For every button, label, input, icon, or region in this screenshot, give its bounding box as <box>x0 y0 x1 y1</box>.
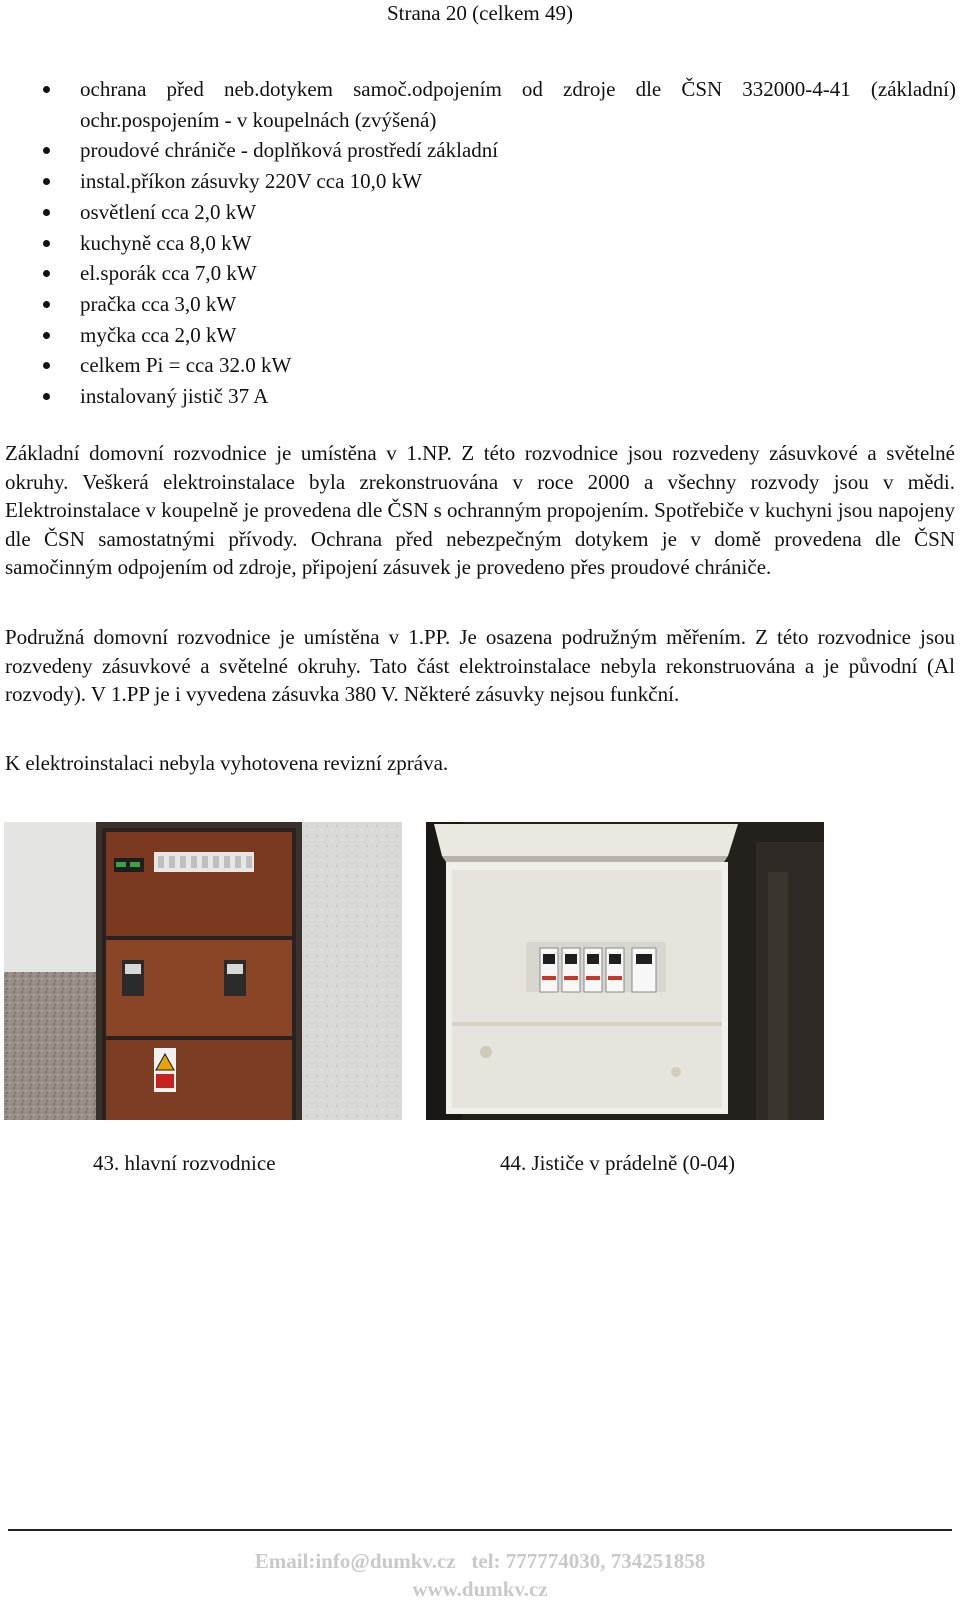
paragraph-revision: K elektroinstalaci nebyla vyhotovena revizní zpráva. <box>5 751 449 775</box>
list-item: ochrana před neb.dotykem samoč.odpojením od zdroje dle ČSN 332000-4-41 (základní) ochr.pospojením - v koupelnách (zvýšená) <box>0 74 960 135</box>
caption-photo-1: 43. hlavní rozvodnice <box>93 1151 276 1175</box>
list-item: celkem Pi = cca 32.0 kW <box>0 350 960 381</box>
list-item: pračka cca 3,0 kW <box>0 289 960 320</box>
photo-laundry-breakers <box>426 822 824 1120</box>
footer-website: www.dumkv.cz <box>412 1577 548 1601</box>
list-item: el.sporák cca 7,0 kW <box>0 258 960 289</box>
caption-photo-2: 44. Jističe v prádelně (0-04) <box>500 1151 736 1175</box>
list-item: instalovaný jistič 37 A <box>0 381 960 412</box>
list-item: kuchyně cca 8,0 kW <box>0 228 960 259</box>
list-item: myčka cca 2,0 kW <box>0 320 960 351</box>
list-item: osvětlení cca 2,0 kW <box>0 197 960 228</box>
footer-contact: Email:info@dumkv.cz tel: 777774030, 734251858 <box>254 1549 706 1573</box>
footer <box>0 1547 960 1603</box>
bullet-list <box>0 74 960 412</box>
list-item: instal.příkon zásuvky 220V cca 10,0 kW <box>0 166 960 197</box>
list-item: proudové chrániče - doplňková prostředí základní <box>0 135 960 166</box>
footer-divider <box>8 1529 952 1531</box>
paragraph-main-distribution: Základní domovní rozvodnice je umístěna v 1.NP. Z této rozvodnice jsou rozvedeny zásuvkové a světelné okruhy. Veškerá elektroinstalace byla zrekonstruována v roce 2000 a všechny rozvody jsou v mědi. Elektroinstalace v koupelně je provedena dle ČSN s ochranným propojením. Spotřebiče v kuchyni jsou napojeny dle ČSN samostatnými přívody. Ochrana před nebezpečným dotykem je v domě provedena dle ČSN samočinným odpojením od zdroje, připojení zásuvek je provedeno přes proudové chrániče. <box>5 441 956 580</box>
paragraph-sub-distribution: Podružná domovní rozvodnice je umístěna v 1.PP. Je osazena podružným měřením. Z této rozvodnice jsou rozvedeny zásuvkové a světelné okruhy. Tato část elektroinstalace nebyla rekonstruována a je původní (Al rozvody). V 1.PP je i vyvedena zásuvka 380 V. Některé zásuvky nejsou funkční. <box>5 625 955 707</box>
photo-main-distribution-board <box>4 822 402 1120</box>
page-header: Strana 20 (celkem 49) <box>386 1 574 25</box>
